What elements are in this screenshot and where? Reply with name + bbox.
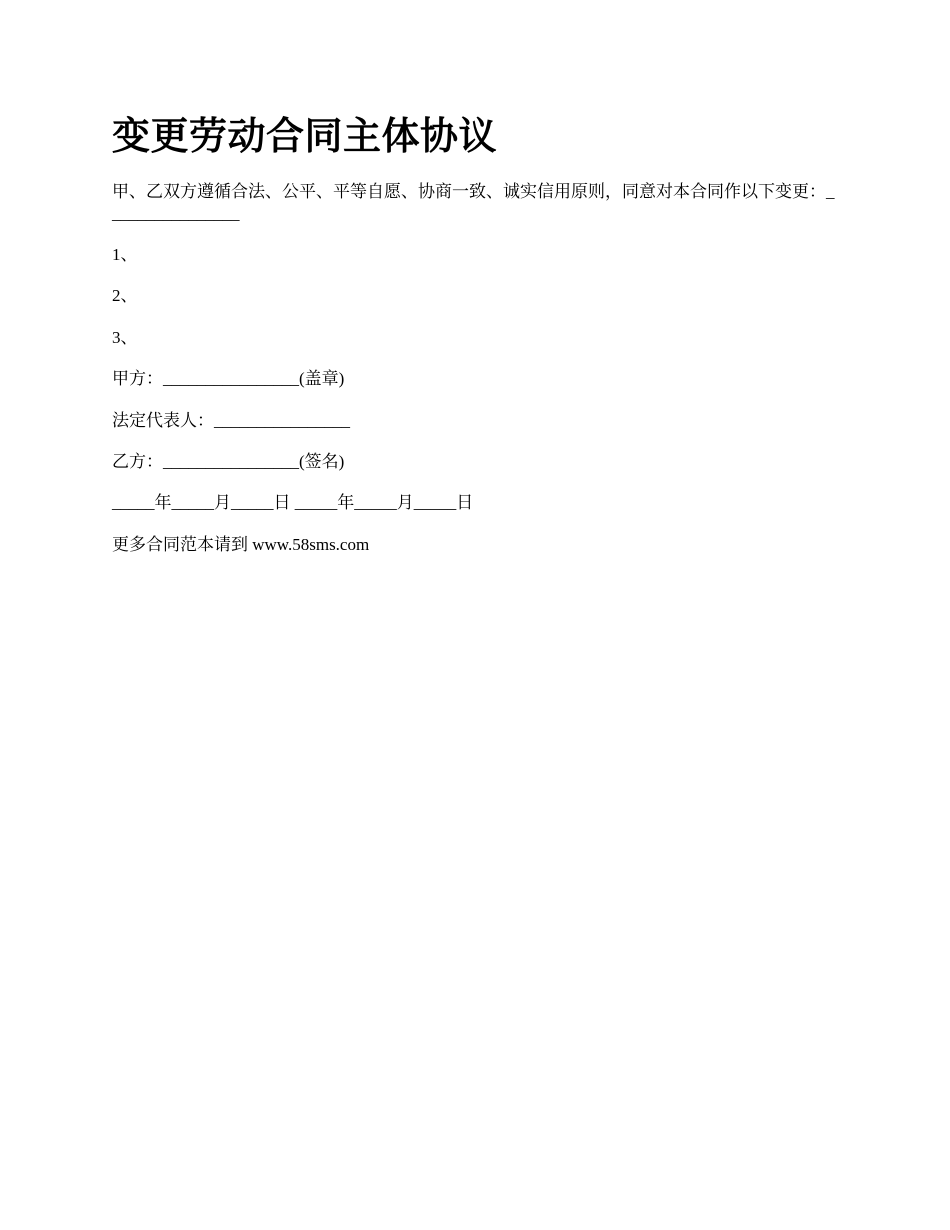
party-a-signature-line: 甲方：________________(盖章) — [112, 369, 345, 388]
date-line: _____年_____月_____日 _____年_____月_____日 — [112, 493, 474, 512]
party-b-signature-line: 乙方：________________(签名) — [112, 452, 345, 471]
list-item-2: 2、 — [112, 286, 138, 305]
intro-paragraph: 甲、乙双方遵循合法、公平、平等自愿、协商一致、诚实信用原则，同意对本合同作以下变更：________________ — [112, 182, 835, 223]
list-item-1: 1、 — [112, 245, 138, 264]
list-item-3: 3、 — [112, 328, 138, 347]
footer-note: 更多合同范本请到 www.58sms.com — [112, 535, 370, 554]
legal-representative-line: 法定代表人：________________ — [112, 411, 350, 430]
document-title: 变更劳动合同主体协议 — [112, 116, 498, 158]
